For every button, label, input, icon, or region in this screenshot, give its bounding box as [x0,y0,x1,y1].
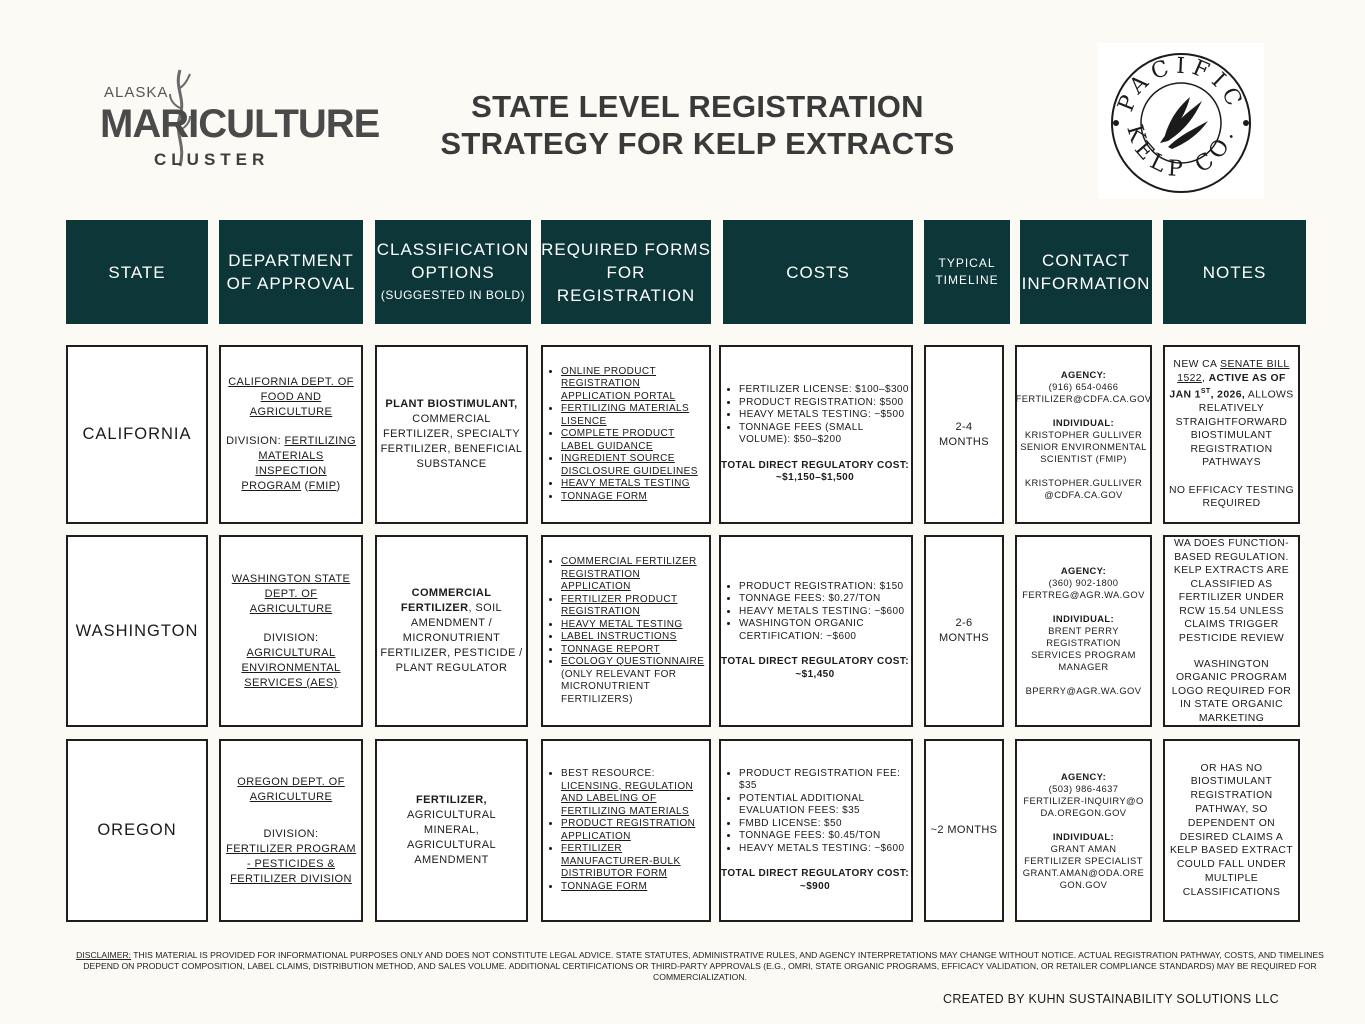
form-link[interactable]: ONLINE PRODUCT REGISTRATION APPLICATION PORTAL [561,365,676,402]
logo-line-1: ALASKA [104,84,169,101]
list-item: • TONNAGE FEES (SMALL VOLUME): $50–$200 [739,422,909,447]
costs-list [721,384,909,447]
division-link-abbrev[interactable]: FMIP [308,480,337,492]
list-item [561,453,705,478]
individual-email[interactable]: GRANT.AMAN@ODA.OREGON.GOV [1022,866,1145,890]
forms-cell-washington [541,535,711,727]
individual-title: SENIOR ENVIRONMENTAL SCIENTIST (FMIP) [1020,440,1147,464]
notes-part-3: ALLOWS RELATIVELY STRAIGHTFORWARD BIOSTIMULANT REGISTRATION PATHWAYS [1175,389,1294,469]
state-name: CALIFORNIA [82,425,192,443]
header-department-line-1: DEPARTMENT [228,251,354,270]
timeline-cell-oregon [924,739,1004,922]
disclaimer-label: DISCLAIMER: [76,950,132,960]
notes-part-1: NEW CA [1173,359,1221,371]
department-cell-california [219,345,363,524]
agency-label: AGENCY: [1060,770,1107,782]
agency-email[interactable]: FERTREG@AGR.WA.GOV [1022,589,1145,600]
header-classification-line-2: OPTIONS [411,262,495,282]
total-cost-label: TOTAL DIRECT REGULATORY COST: [721,868,909,880]
timeline-cell-california [924,345,1004,524]
notes-cell-washington [1163,535,1300,727]
timeline-value: ~2 MONTHS [930,824,998,836]
division-link[interactable]: FERTILIZING MATERIALS INSPECTION PROGRAM [241,435,356,492]
agency-label: AGENCY: [1060,368,1107,380]
timeline-cell-washington [924,535,1004,727]
forms-cell-california [541,345,711,524]
list-item [561,366,705,404]
form-link[interactable]: TONNAGE FORM [561,880,648,892]
forms-list [543,366,705,504]
department-link[interactable]: OREGON DEPT. OF AGRICULTURE [237,775,345,803]
header-contact-line-1: CONTACT [1042,251,1130,270]
department-cell-oregon [219,739,363,922]
total-cost-value: ~$1,450 [795,668,835,680]
list-item: • TONNAGE FEES: $0.27/TON [739,593,909,606]
list-item [561,478,705,491]
list-item: • PRODUCT REGISTRATION: $150 [739,581,909,594]
form-link[interactable]: LABEL INSTRUCTIONS [561,631,677,642]
form-link[interactable]: INGREDIENT SOURCE DISCLOSURE GUIDELINES [561,453,698,477]
form-link[interactable]: FERTILIZER PRODUCT REGISTRATION [561,593,678,617]
pacific-kelp-logo [1098,43,1264,199]
header-classification-line-1: CLASSIFICATION [376,239,530,259]
total-cost-value: ~$1,150–$1,500 [775,472,855,484]
costs-list [721,768,909,856]
total-cost-label: TOTAL DIRECT REGULATORY COST: [721,656,909,668]
form-link[interactable]: COMMERCIAL FERTILIZER REGISTRATION APPLICATION [561,556,697,592]
agency-label: AGENCY: [1060,565,1107,576]
notes-bold: ACTIVE AS OF JAN 1 [1169,372,1286,401]
contact-cell-washington [1015,535,1152,727]
list-item [561,881,705,894]
division-text: DIVISION: FERTILIZING MATERIALS INSPECTION PROGRAM (FMIP) [226,435,356,492]
notes-part-1: OR HAS NO BIOSTIMULANT REGISTRATION PATHWAY, SO DEPENDENT ON DESIRED CLAIMS A KELP BASED EXTRACT COULD FALL UNDER MULTIPLE CLASSIFICATIONS [1169,762,1294,898]
form-prefix: BEST RESOURCE: [561,768,655,779]
header-department [219,220,363,324]
disclaimer-text: THIS MATERIAL IS PROVIDED FOR INFORMATIONAL PURPOSES ONLY AND DOES NOT CONSTITUTE LEGAL ADVICE. STATE STATUTES, ADMINISTRATIVE RULES, AND AGENCY INTERPRETATIONS MAY CHANGE WITHOUT NOTICE. ACTUAL REGISTRATION PATHWAY, COSTS, AND TIMELINES DEPEND ON PRODUCT COMPOSITION, LABEL CLAIMS, DISTRIBUTION METHOD, AND SALES VOLUME. ADDITIONAL CERTIFICATIONS OR THIRD-PARTY APPROVALS (E.G., OMRI, STATE ORGANIC PROGRAMS, EFFICACY VALIDATION, OR RETAILER COMPLIANCE STANDARDS) MAY BE REQUIRED FOR COMMERCIALIZATION. [83,950,1324,982]
state-cell-california [66,345,208,524]
contact-cell-oregon [1015,739,1152,922]
individual-title: REGISTRATION SERVICES PROGRAM MANAGER [1031,637,1136,672]
list-item [561,843,705,881]
list-item [561,631,705,644]
list-item: • POTENTIAL ADDITIONAL EVALUATION FEES: $35 [739,793,909,818]
header-notes-label: NOTES [1202,262,1267,282]
list-item: • PRODUCT REGISTRATION FEE: $35 [739,768,909,793]
list-item [561,594,705,619]
logo-top-text: PACIFIC [1113,53,1249,116]
classification-bold: COMMERCIAL FERTILIZER [400,587,492,614]
title-line-1: STATE LEVEL REGISTRATION [471,89,924,124]
list-item: • FERTILIZER LICENSE: $100–$300 [739,384,909,397]
classification-bold: PLANT BIOSTIMULANT, [385,398,518,410]
classification-text [380,397,523,472]
total-cost-label: TOTAL DIRECT REGULATORY COST: [721,459,909,471]
list-item: • WASHINGTON ORGANIC CERTIFICATION: ~$600 [739,618,909,643]
header-costs-label: COSTS [786,262,850,282]
agency-phone: (360) 902-1800 [1048,577,1119,588]
credit-line: CREATED BY KUHN SUSTAINABILITY SOLUTIONS LLC [943,992,1279,1006]
total-cost [721,868,909,893]
list-item: • TONNAGE FEES: $0.45/TON [739,830,909,843]
notes-bold-2: , 2026, [1210,389,1246,401]
notes-part-1: WA DOES FUNCTION-BASED REGULATION. KELP EXTRACTS ARE CLASSIFIED AS FERTILIZER UNDER RCW 15.54 UNLESS CLAIMS TRIGGER PESTICIDE REVIEW [1173,538,1290,644]
list-item [561,491,705,504]
logo-line-3: CLUSTER [154,150,270,169]
list-item [561,556,705,594]
list-item: • FMBD LICENSE: $50 [739,818,909,831]
costs-list [721,581,909,644]
form-link[interactable]: TONNAGE FORM [561,490,648,502]
logo-bottom-text: KELP CO. [1121,122,1241,183]
state-name: WASHINGTON [75,621,199,640]
classification-cell-washington [375,535,528,727]
agency-phone: (916) 654-0466 [1048,380,1119,392]
notes-text [1168,358,1295,469]
header-notes [1163,220,1306,324]
list-item [561,656,705,706]
classification-cell-oregon [375,739,528,922]
page-title [400,88,995,162]
pacific-kelp-seal-icon [1098,43,1264,199]
list-item [561,818,705,843]
individual-name: KRISTOPHER GULLIVER [1024,428,1143,440]
form-link[interactable]: HEAVY METAL TESTING [561,618,683,630]
costs-cell-oregon [719,739,913,922]
total-cost [721,656,909,681]
department-link[interactable]: CALIFORNIA DEPT. OF FOOD AND AGRICULTURE [228,376,354,418]
header-contact [1020,220,1152,324]
header-forms [541,220,711,324]
list-item [561,644,705,657]
division-prefix: DIVISION: [263,631,319,644]
list-item: • HEAVY METALS TESTING: ~$600 [739,843,909,856]
department-cell-washington [219,535,363,727]
list-item: • PRODUCT REGISTRATION: $500 [739,397,909,410]
list-item [561,768,705,818]
individual-name: GRANT AMAN [1050,842,1117,854]
department-link[interactable]: WASHINGTON STATE DEPT. OF AGRICULTURE [231,572,351,615]
form-link[interactable]: PRODUCT REGISTRATION APPLICATION [561,818,696,842]
costs-cell-california [719,345,913,524]
classification-text [380,586,523,676]
classification-cell-california [375,345,528,524]
notes-cell-california [1163,345,1300,524]
header-forms-line-1: REQUIRED FORMS [541,239,711,259]
header-timeline [924,220,1010,324]
list-item [561,619,705,632]
timeline-value: 2-6 MONTHS [938,617,990,644]
division-prefix: DIVISION: [263,827,319,840]
forms-cell-oregon [541,739,711,922]
classification-rest: COMMERCIAL FERTILIZER, SPECIALTY FERTILIZER, BENEFICIAL SUBSTANCE [380,413,523,470]
agency-email[interactable]: FERTILIZER@CDFA.CA.GOV [1015,392,1152,404]
header-classification-sub: (SUGGESTED IN BOLD) [380,287,526,302]
individual-email[interactable]: KRISTOPHER.GULLIVER@CDFA.CA.GOV [1024,476,1143,500]
header-classification [375,220,531,324]
header-timeline-line-1: TYPICAL [938,256,996,270]
individual-label: INDIVIDUAL: [1052,613,1115,624]
notes-cell-oregon [1163,739,1300,922]
form-link[interactable]: FERTILIZING MATERIALS LISENCE [561,403,690,427]
form-link[interactable]: TONNAGE REPORT [561,643,661,655]
state-cell-oregon [66,739,208,922]
header-costs [723,220,913,324]
senate-bill-link[interactable]: SENATE BILL 1522 [1177,359,1290,384]
forms-list [543,556,705,706]
list-item: • HEAVY METALS TESTING: ~$500 [739,409,909,422]
notes-part-2: , [1201,372,1209,384]
notes-part-2: WASHINGTON ORGANIC PROGRAM LOGO REQUIRED FOR IN STATE ORGANIC MARKETING [1171,658,1292,724]
total-cost [721,460,909,485]
state-name: OREGON [97,821,177,839]
individual-label: INDIVIDUAL: [1052,830,1115,842]
notes-part-4: NO EFFICACY TESTING REQUIRED [1169,484,1294,510]
header-state-label: STATE [108,262,166,282]
division-prefix: DIVISION: [226,435,285,447]
form-link[interactable]: ECOLOGY QUESTIONNAIRE [561,656,705,667]
header-department-line-2: OF APPROVAL [226,274,356,293]
disclaimer [66,950,1334,983]
individual-email[interactable]: BPERRY@AGR.WA.GOV [1025,685,1142,696]
classification-text [380,793,523,868]
form-note: (ONLY RELEVANT FOR MICRONUTRIENT FERTILIZERS) [561,668,677,705]
form-link[interactable]: LICENSING, REGULATION AND LABELING OF FERTILIZING MATERIALS [561,780,694,817]
list-item [561,403,705,428]
individual-label: INDIVIDUAL: [1052,416,1115,428]
contact-cell-california [1015,345,1152,524]
total-cost-value: ~$900 [799,880,831,892]
individual-name: BRENT PERRY [1048,625,1119,636]
form-link[interactable]: FERTILIZER MANUFACTURER-BULK DISTRIBUTOR FORM [561,843,681,879]
list-item [561,428,705,453]
costs-cell-washington [719,535,913,727]
header-timeline-line-2: TIMELINE [935,273,999,287]
classification-bold: FERTILIZER, [415,794,487,806]
list-item: • HEAVY METALS TESTING: ~$600 [739,606,909,619]
division-link[interactable]: AGRICULTURAL ENVIRONMENTAL SERVICES (AES) [241,646,341,689]
svg-text:KELP CO. [1121,122,1240,182]
header-forms-line-2: FOR [606,262,646,282]
notes-sup: ST [1200,388,1211,396]
division-link[interactable]: FERTILIZER PROGRAM - PESTICIDES & FERTILIZER DIVISION [226,842,356,885]
forms-list [543,768,705,893]
header-contact-line-2: INFORMATION [1021,274,1151,293]
classification-rest: , SOIL AMENDMENT / MICRONUTRIENT FERTILIZER, PESTICIDE / PLANT REGULATOR [380,602,523,674]
timeline-value: 2-4 MONTHS [938,420,990,448]
title-line-2: STRATEGY FOR KELP EXTRACTS [440,126,955,161]
form-link[interactable]: HEAVY METALS TESTING [561,478,690,490]
state-cell-washington [66,535,208,727]
alaska-mariculture-logo [98,68,380,172]
form-link[interactable]: COMPLETE PRODUCT LABEL GUIDANCE [561,428,675,452]
logo-line-2: MARICULTURE [100,102,380,146]
header-state [66,220,208,324]
header-forms-line-3: REGISTRATION [556,285,696,305]
agency-phone: (503) 986-4637 [1048,782,1119,794]
agency-email[interactable]: FERTILIZER-INQUIRY@ODA.OREGON.GOV [1023,794,1144,818]
classification-rest: AGRICULTURAL MINERAL, AGRICULTURAL AMENDMENT [407,809,496,866]
individual-title: FERTILIZER SPECIALIST [1024,854,1143,866]
